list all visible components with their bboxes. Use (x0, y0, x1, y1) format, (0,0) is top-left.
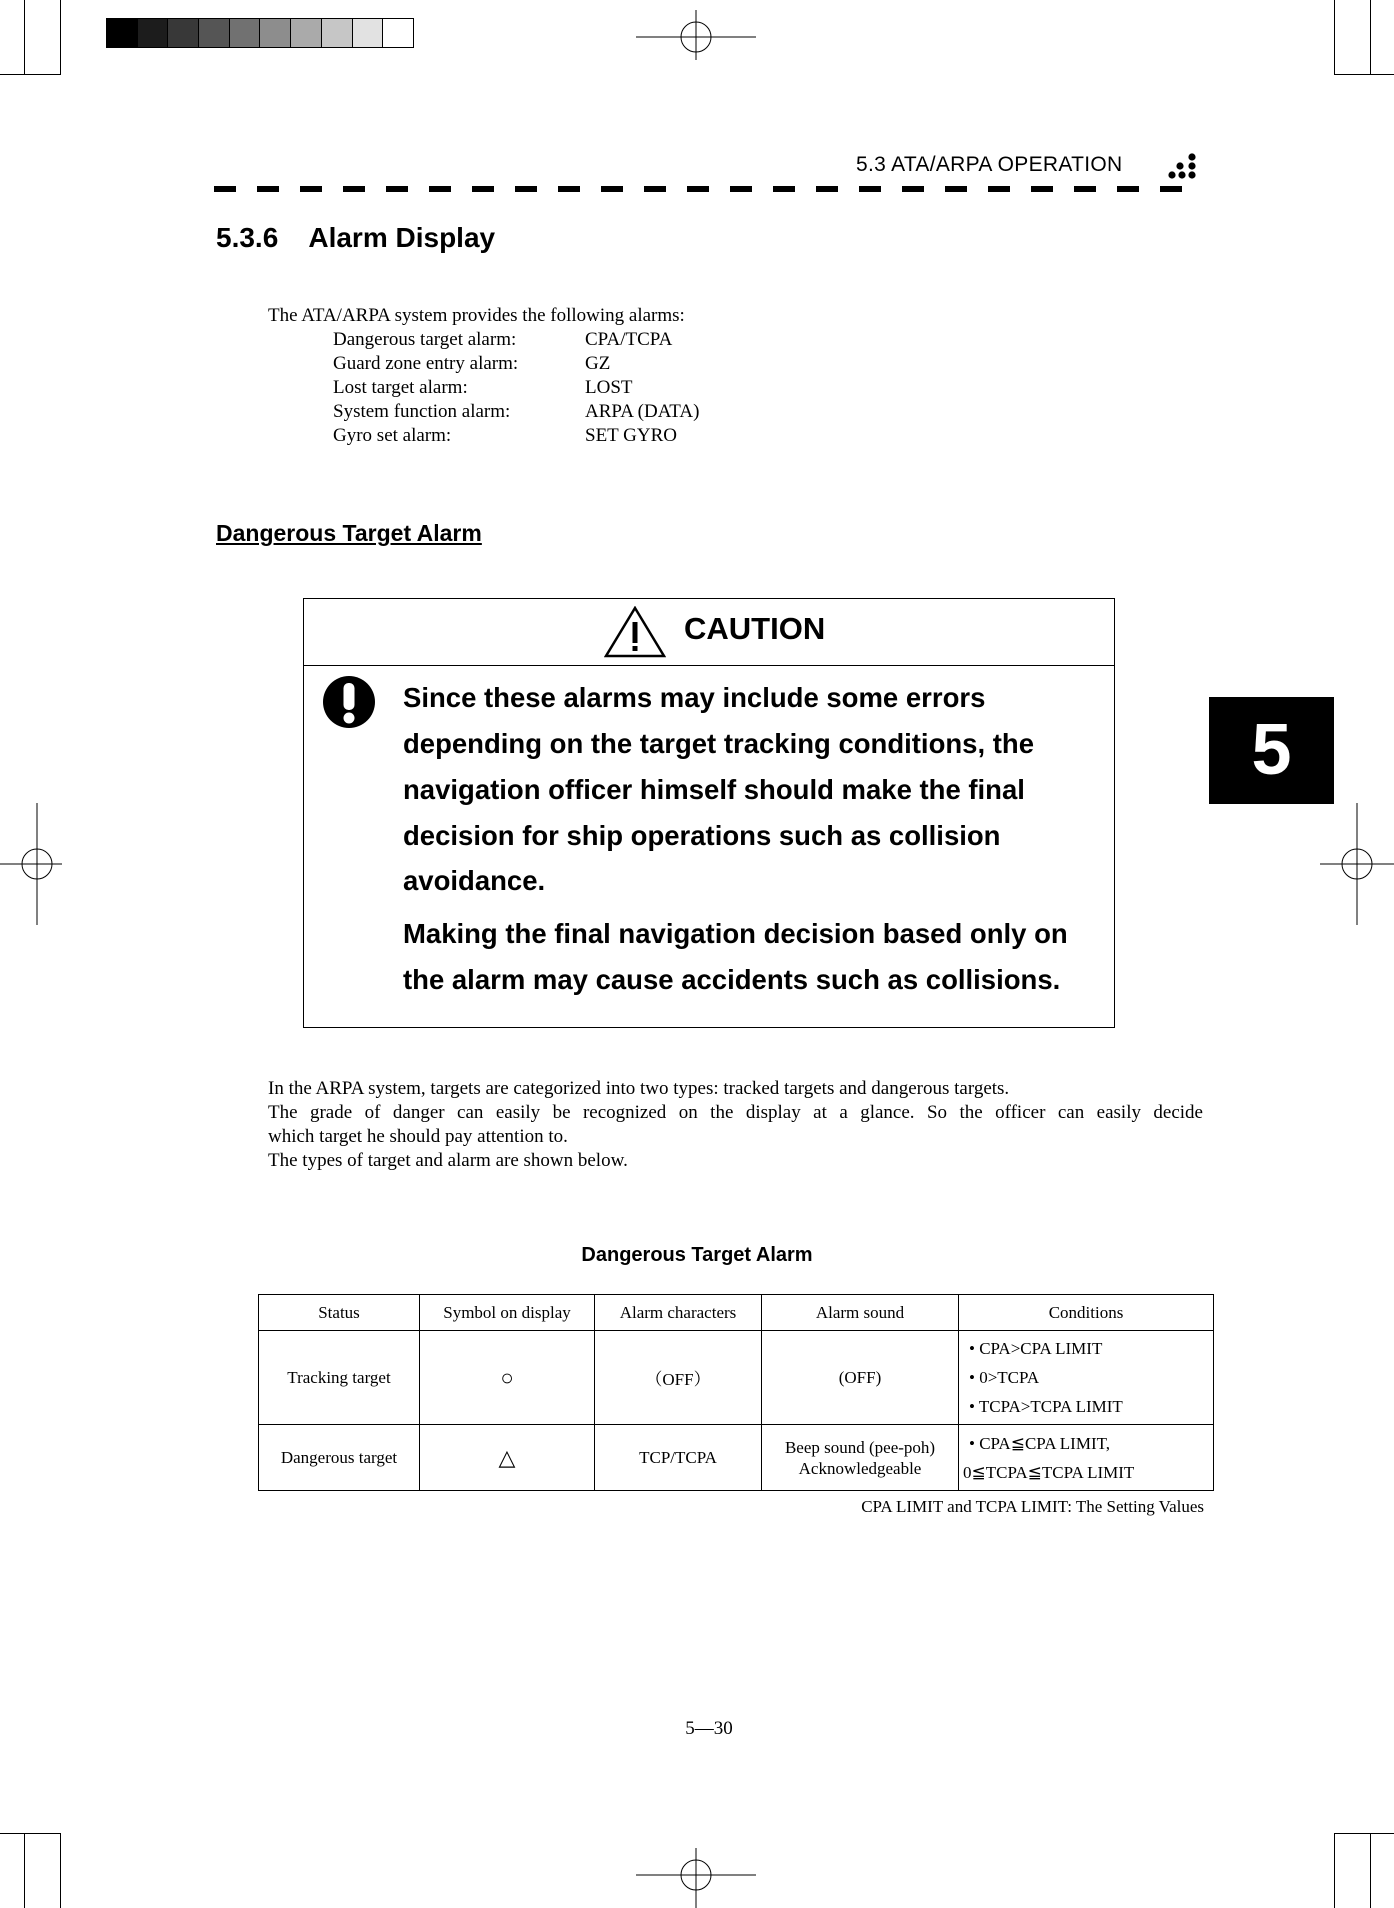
conditions-cell: • CPA>CPA LIMIT • 0>TCPA • TCPA>TCPA LIMIT (959, 1331, 1214, 1425)
page-number: 5—30 (685, 1718, 733, 1739)
alarm-chars-cell: （OFF） (595, 1331, 762, 1425)
gray-swatch (107, 19, 137, 47)
column-header: Alarm characters (595, 1295, 762, 1331)
chapter-tab: 5 (1209, 697, 1334, 804)
table-row (259, 1425, 1214, 1491)
body-paragraph: The grade of danger can easily be recognized on the display at a glance. So the officer can easily decide (268, 1102, 1203, 1123)
table-row (259, 1331, 1214, 1425)
body-paragraph: The types of target and alarm are shown below. (268, 1150, 628, 1171)
gray-swatch (382, 19, 413, 47)
caution-text-line: Since these alarms may include some errors (403, 682, 986, 713)
section-title: 5.3.6 Alarm Display (216, 222, 496, 253)
exclamation-circle-icon (322, 675, 376, 729)
caution-text-line: Making the final navigation decision based only on (403, 918, 1068, 949)
registration-target-top-icon (636, 10, 756, 60)
table-footnote: CPA LIMIT and TCPA LIMIT: The Setting Values (861, 1497, 1204, 1516)
circle-symbol: ○ (500, 1364, 514, 1390)
header-dots-icon (1168, 152, 1200, 182)
registration-target-bottom-icon (636, 1848, 756, 1908)
alarm-sound-cell: Beep sound (pee-poh) Acknowledgeable (762, 1425, 959, 1491)
caution-text-line: decision for ship operations such as collision (403, 820, 1001, 851)
caution-text-line: avoidance. (403, 865, 546, 896)
caution-header (304, 599, 1114, 666)
registration-target-right-icon (1320, 803, 1394, 925)
conditions-cell: • CPA≦CPA LIMIT, 0≦TCPA≦TCPA LIMIT (959, 1425, 1214, 1491)
warning-triangle-icon (604, 606, 666, 658)
alarm-table (258, 1294, 1214, 1491)
caution-box (303, 598, 1115, 1028)
status-cell: Dangerous target (259, 1425, 420, 1491)
column-header: Symbol on display (420, 1295, 595, 1331)
status-cell: Tracking target (259, 1331, 420, 1425)
table-title: Dangerous Target Alarm (581, 1244, 813, 1266)
gray-swatch (167, 19, 198, 47)
caution-text-line: navigation officer himself should make the final (403, 774, 1025, 805)
intro-text: The ATA/ARPA system provides the following alarms: (268, 305, 685, 326)
gray-swatch (352, 19, 383, 47)
gray-swatch (198, 19, 229, 47)
body-paragraph: which target he should pay attention to. (268, 1126, 568, 1147)
symbol-cell (420, 1331, 595, 1425)
column-header: Alarm sound (762, 1295, 959, 1331)
gray-swatch (229, 19, 260, 47)
caution-text-line: depending on the target tracking conditions, the (403, 728, 1034, 759)
column-header: Conditions (959, 1295, 1214, 1331)
registration-target-left-icon (0, 803, 62, 925)
alarm-chars-cell: TCP/TCPA (595, 1425, 762, 1491)
symbol-cell (420, 1425, 595, 1491)
caution-text-line: the alarm may cause accidents such as collisions. (403, 964, 1061, 995)
alarm-sound-cell: (OFF) (762, 1331, 959, 1425)
running-header: 5.3 ATA/ARPA OPERATION (856, 153, 1123, 176)
triangle-symbol: △ (498, 1444, 516, 1470)
gray-swatch (137, 19, 168, 47)
column-header: Status (259, 1295, 420, 1331)
grayscale-calibration-bar (106, 18, 414, 48)
table-header-row (259, 1295, 1214, 1331)
gray-swatch (259, 19, 290, 47)
subsection-heading: Dangerous Target Alarm (216, 520, 482, 546)
gray-swatch (321, 19, 352, 47)
header-dashed-rule (214, 186, 1202, 192)
body-paragraph: In the ARPA system, targets are categorized into two types: tracked targets and dangerous targets. (268, 1078, 1010, 1099)
caution-label: CAUTION (684, 611, 826, 646)
gray-swatch (290, 19, 321, 47)
